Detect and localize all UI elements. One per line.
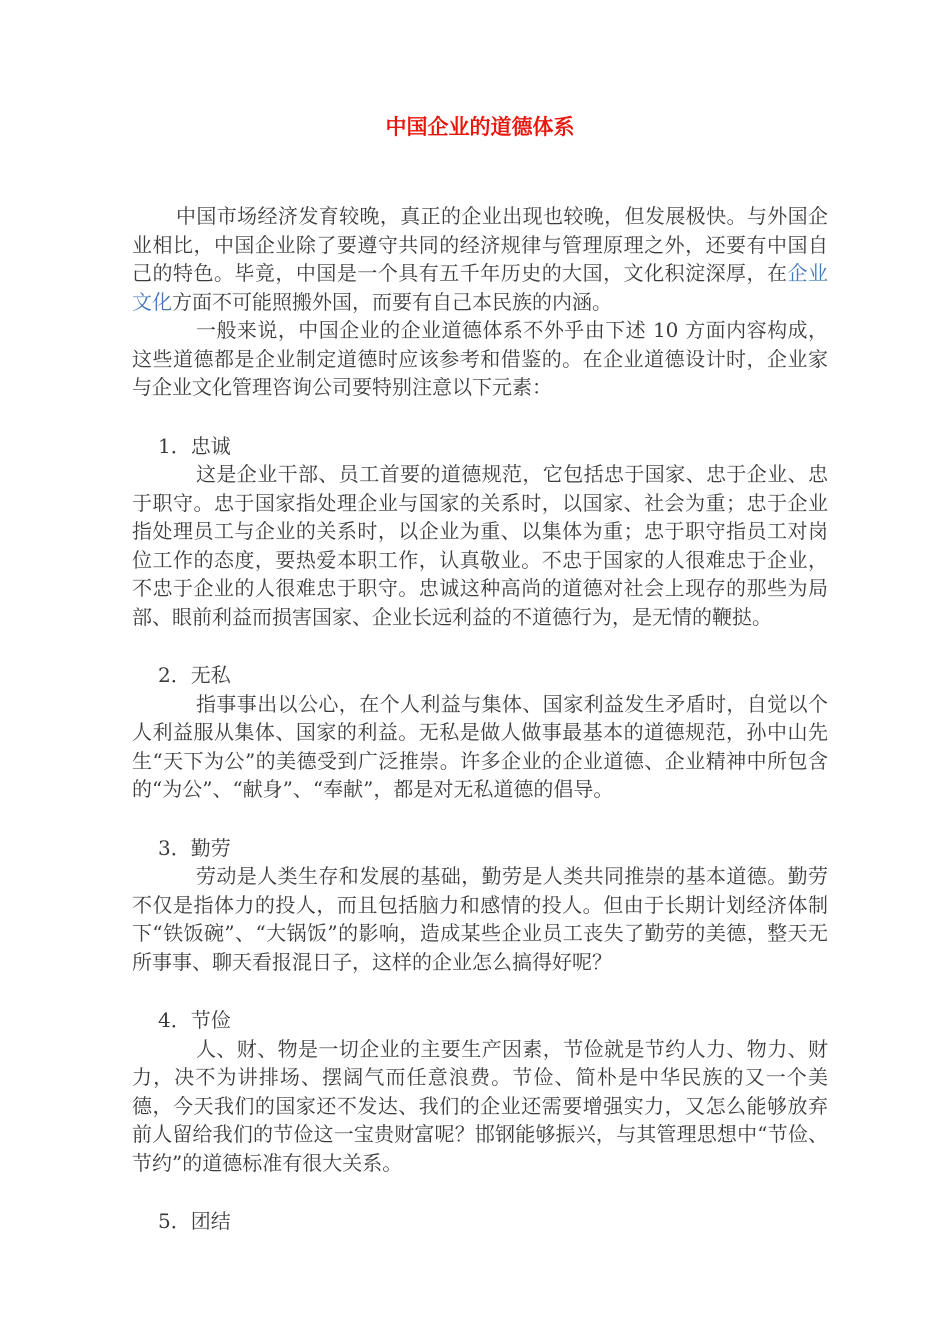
intro-paragraph-1: [132, 202, 828, 316]
section-1-body: 这是企业干部、员工首要的道德规范，它包括忠于国家、忠于企业、忠于职守。忠于国家指处理企业与国家的关系时，以国家、社会为重；忠于企业指处理员工与企业的关系时，以企业为重、以集体为重；忠于职守指员工对岗位工作的态度，要热爱本职工作，认真敬业。不忠于国家的人很难忠于企业，不忠于企业的人很难忠于职守。忠诚这种高尚的道德对社会上现存的那些为局部、眼前利益而损害国家、企业长远利益的不道德行为，是无情的鞭挞。: [132, 462, 828, 629]
section-4-body: 人、财、物是一切企业的主要生产因素，节俭就是节约人力、物力、财力，决不为讲排场、摆阔气而任意浪费。节俭、简朴是中华民族的又一个美德，今天我们的国家还不发达、我们的企业还需要增强实力，又怎么能够放弃前人留给我们的节俭这一宝贵财富呢？邯钢能够振兴，与其管理思想中“节俭、节约”的道德标准有很大关系。: [132, 1036, 828, 1175]
intro-p1-text-before-link: 中国市场经济发育较晚，真正的企业出现也较晚，但发展极快。与外国企业相比，中国企业除了要遵守共同的经济规律与管理原理之外，还要有中国自己的特色。毕竟，中国是一个具有五千年历史的大国，文化积淀深厚，在: [132, 204, 828, 285]
enterprise-culture-link[interactable]: 企业文化: [132, 261, 829, 314]
section-3-body: 劳动是人类生存和发展的基础，勤劳是人类共同推崇的基本道德。勤劳不仅是指体力的投人，而且包括脑力和感情的投人。但由于长期计划经济体制下“铁饭碗”、“大锅饭”的影响，造成某些企业员工丧失了勤劳的美德，整天无所事事、聊天看报混日子，这样的企业怎么搞得好呢？: [132, 864, 828, 974]
document-title: 中国企业的道德体系: [385, 115, 575, 139]
section-4-heading: 4．节俭: [158, 1008, 231, 1032]
intro-paragraph-2: 一般来说，中国企业的企业道德体系不外乎由下述 10 方面内容构成，这些道德都是企业制定道德时应该参考和借鉴的。在企业道德设计时，企业家与企业文化管理咨询公司要特别注意以下元素：: [132, 318, 828, 399]
section-2-body: 指事事出以公心，在个人利益与集体、国家利益发生矛盾时，自觉以个人利益服从集体、国家的利益。无私是做人做事最基本的道德规范，孙中山先生“天下为公”的美德受到广泛推崇。许多企业的企业道德、企业精神中所包含的“为公”、“献身”、“奉献”，都是对无私道德的倡导。: [132, 691, 828, 801]
section-3-heading: 3．勤劳: [158, 835, 231, 860]
section-2-heading: 2．无私: [158, 663, 231, 687]
section-5-heading: 5．团结: [158, 1209, 231, 1233]
intro-p1-text-after-link: 方面不可能照搬外国，而要有自己本民族的内涵。: [172, 289, 612, 314]
section-1-heading: 1．忠诚: [158, 433, 231, 458]
